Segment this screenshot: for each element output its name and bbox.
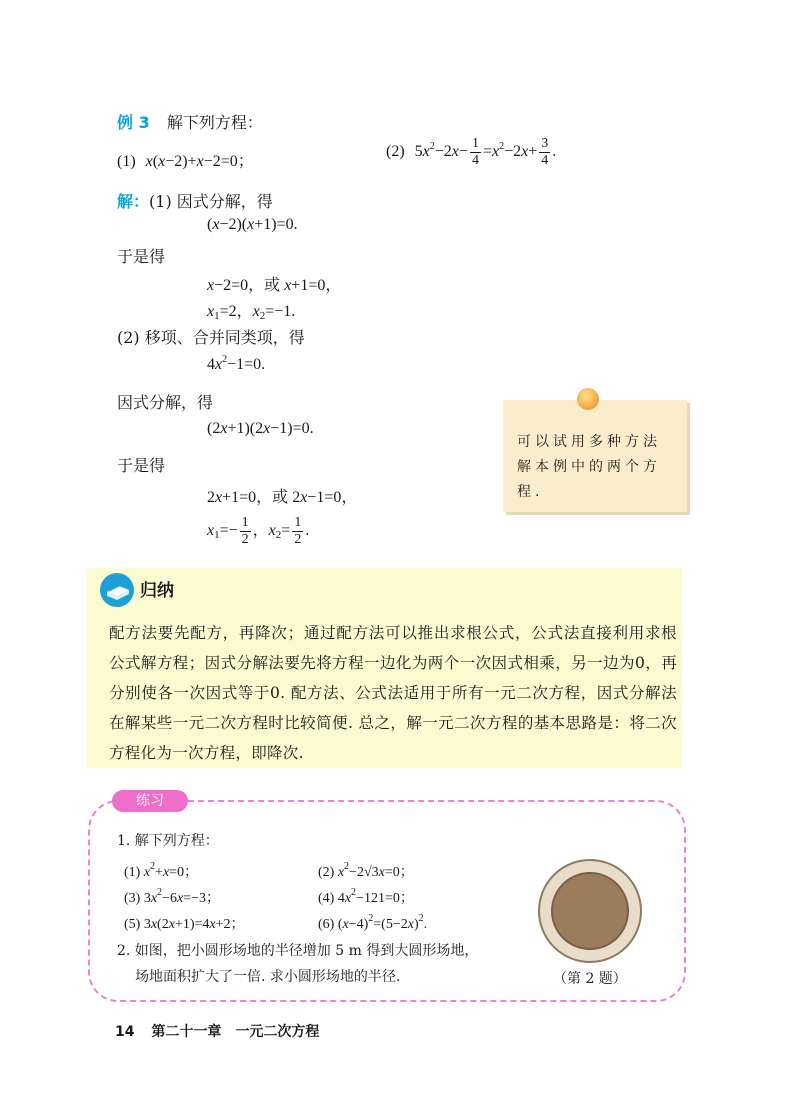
practice-item-4: (4) $4x^2-121=0$； [318,887,414,906]
q1-prefix: (1) [117,153,136,170]
or-word-1: 或 [264,277,281,294]
summary-title: 归纳 [140,581,174,601]
eq-factored-1: (x−2)(x+1)=0. [207,216,298,233]
example-label: 例 3 [117,113,150,132]
eq-simplified-2: $4x^2-1=0$. [207,354,266,373]
item-1-num: (1) [124,865,141,880]
example-heading [117,110,263,133]
pin-icon [577,388,599,410]
side-note-text: 可以试用多种方法解本例中的两个方程. [517,434,661,500]
circle-field-figure [537,858,643,964]
practice-item-6: (6) $(x-4)^2=(5-2x)^2$. [318,913,428,932]
item-4-num: (4) [318,891,335,906]
practice-item-1: (1) $x^2+x=0$； [124,861,199,880]
page-footer [115,1021,319,1041]
item-2-num: (2) [318,865,335,880]
side-note [503,400,687,512]
item-5-num: (5) [124,917,141,932]
summary-body: 配方法要先配方，再降次；通过配方法可以推出求根公式，公式法直接利用求根公式解方程；因式分解法要先将方程一边化为两个一次因式相乘，另一边为0，再分别使各一次因式等于0. 配方法、公式法适用于所有一元二次方程，因式分解法在解某些一元二次方程时比较简便. 总之，解一元二次方程的基本思路是：将二次方程化为一次方程，即降次. [109,624,677,762]
item-6-num: (6) [318,917,335,932]
eq-roots-2: $x_1=-$ $\frac{1}{2}$ ，$x_2=$ $\frac{1}{2}$ . [207,515,310,547]
page-number: 14 [115,1024,135,1040]
then-2: 于是得 [117,456,166,475]
or-word-2: 或 [272,489,289,506]
solution-label: 解： [117,192,150,211]
question-1: (1) x(x−2)+x−2=0； [117,153,254,170]
eq-roots-1: $x_1=2$，$x_2=-1$. [207,303,296,322]
then-1: 于是得 [117,247,166,266]
summary-box [87,568,682,768]
example-title: 解下列方程： [166,113,263,132]
question-2: (2) $5x^2-2x-$ $\frac{1}{4}$ $=x^2-2x+$ $\frac{3}{4}$ . [386,136,557,168]
q2-prefix: (2) [386,143,405,161]
solution-step-1 [117,189,273,212]
eq-split-2: 2x+1=0，或 2x−1=0， [207,489,358,506]
solution-step-2: (2) 移项、合并同类项，得 [117,328,305,347]
item-3-num: (3) [124,891,141,906]
practice-q2-line1: 2. 如图，把小圆形场地的半径增加 5 m 得到大圆形场地， [117,943,479,959]
chapter-title: 第二十一章 一元二次方程 [151,1024,320,1040]
factor-text: 因式分解，得 [117,393,214,412]
practice-item-2: (2) $x^2-2√3x=0$； [318,861,414,880]
practice-tab: 练习 [112,790,188,812]
book-icon [99,572,135,608]
practice-item-5: (5) 3x(2x+1)=4x+2； [124,917,245,932]
practice-q1: 1. 解下列方程： [117,833,219,849]
eq-split-1: x−2=0，或 x+1=0， [207,277,342,294]
practice-q2-line2: 场地面积扩大了一倍. 求小圆形场地的半径. [135,969,401,985]
figure-caption: （第 2 题） [553,971,627,987]
eq-factored-2: (2x+1)(2x−1)=0. [207,420,314,437]
solution-step-1-text: (1) 因式分解，得 [149,192,273,211]
practice-item-3: (3) $3x^2-6x=-3$； [124,887,220,906]
